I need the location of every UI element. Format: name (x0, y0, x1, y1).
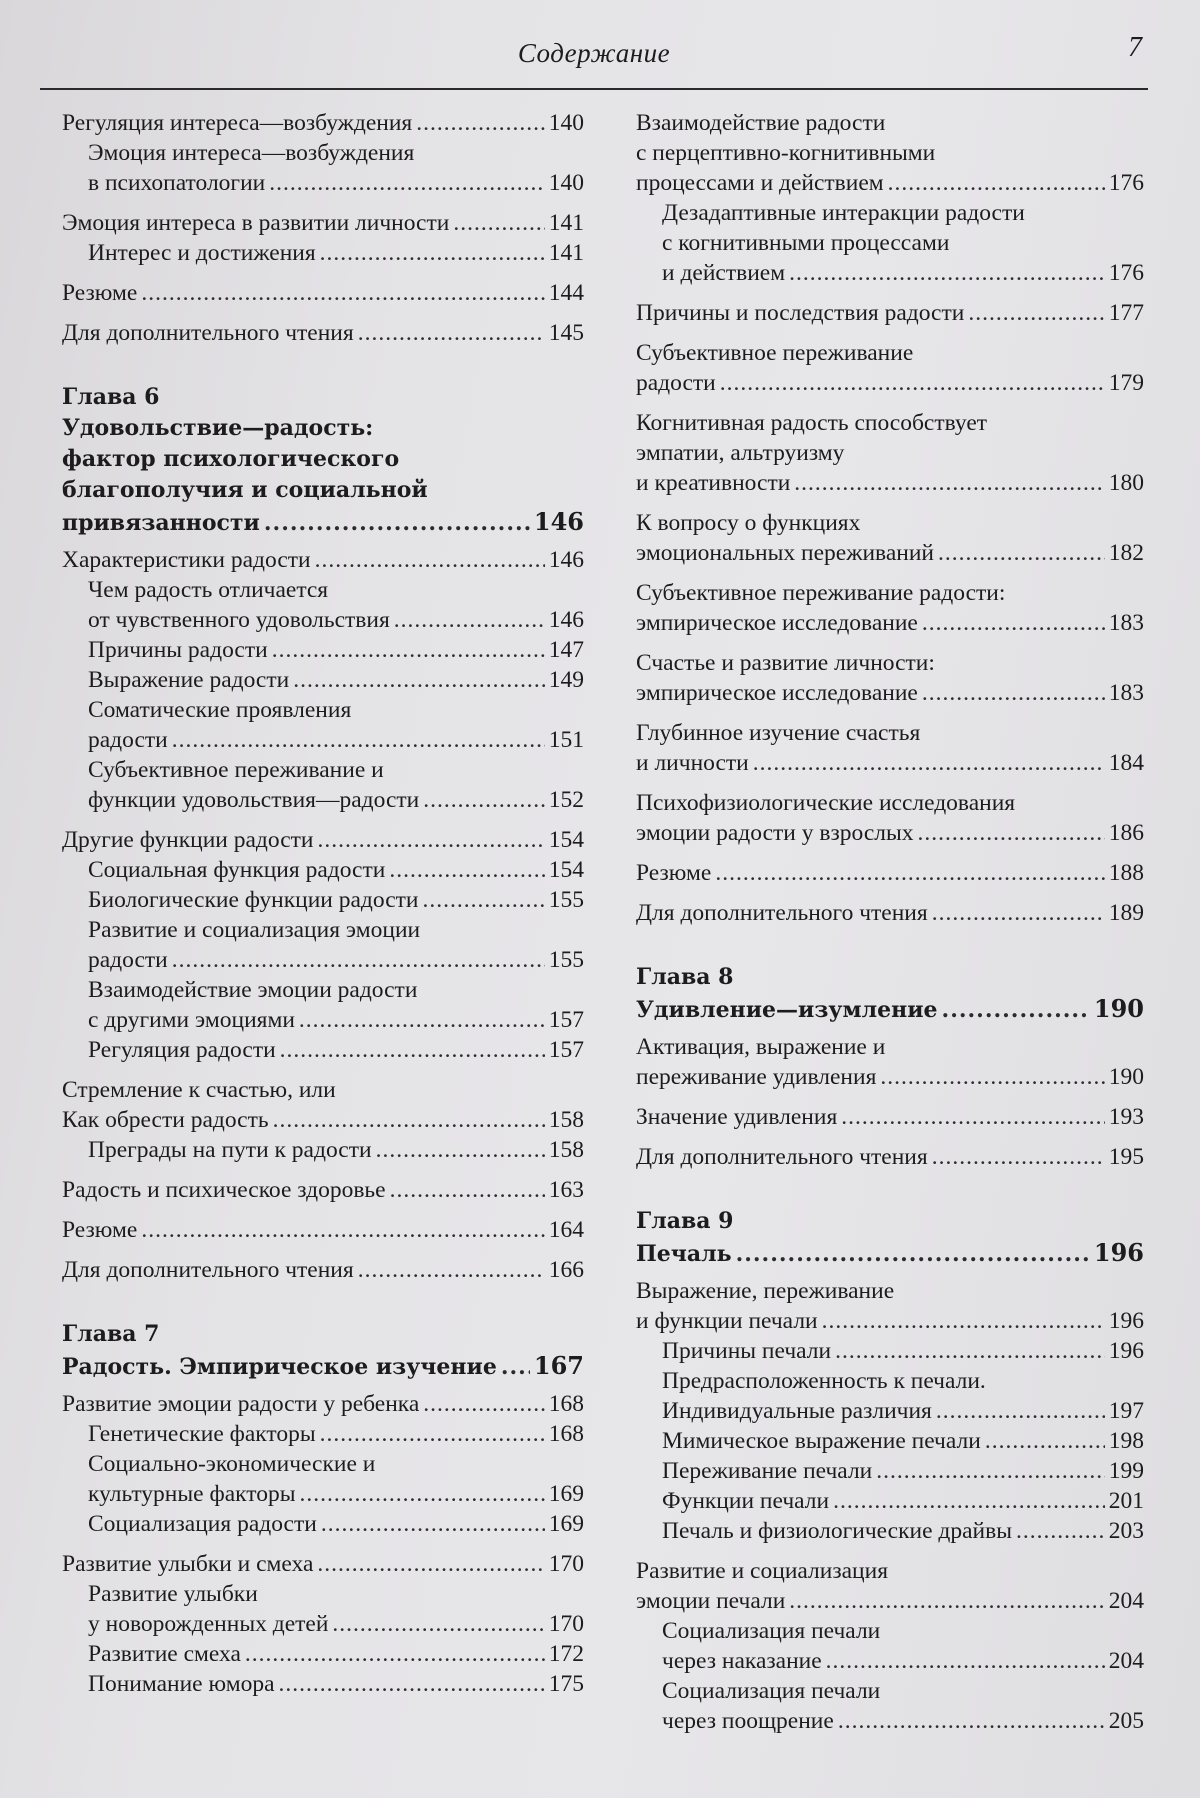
toc-entry (62, 138, 584, 198)
toc-entry (62, 278, 584, 308)
toc-entry-text: Субъективное переживание (636, 340, 914, 366)
dot-leader (280, 1035, 545, 1065)
running-title: Содержание (517, 38, 671, 68)
toc-entry (636, 858, 1144, 888)
dot-leader (423, 1389, 544, 1419)
toc-entry-text: эмоциональных переживаний (636, 540, 934, 566)
toc-entry (636, 1676, 1144, 1736)
toc-group (636, 1032, 1144, 1172)
dot-leader (317, 1549, 544, 1579)
toc-entry-text: Для дополнительного чтения (62, 320, 354, 346)
toc-page-number: 169 (548, 1511, 584, 1537)
toc-page-number: 170 (548, 1611, 584, 1637)
dot-leader (985, 1426, 1105, 1456)
dot-leader (932, 898, 1105, 928)
toc-entry-text: процессами и действием (636, 170, 884, 196)
dot-leader (320, 1419, 545, 1449)
toc-entry-text: Резюме (636, 860, 712, 886)
dot-leader (936, 1396, 1105, 1426)
toc-entry-text: Для дополнительного чтения (62, 1257, 354, 1283)
toc-page-number: 182 (1108, 540, 1144, 566)
toc-entry (636, 1032, 1144, 1092)
chapter-title-text: Удивление—изумление (636, 997, 938, 1023)
chapter-title (62, 1350, 584, 1383)
dot-leader (394, 605, 545, 635)
dot-leader (172, 945, 545, 975)
toc-entry (636, 788, 1144, 848)
toc-entry-text: от чувственного удовольствия (88, 607, 390, 633)
toc-page-number: 166 (548, 1257, 584, 1283)
toc-entry-text: у новорожденных детей (88, 1611, 329, 1637)
chapter-page-number: 146 (533, 507, 584, 536)
toc-entry-text: Глубинное изучение счастья (636, 720, 921, 746)
toc-page-number: 199 (1108, 1458, 1144, 1484)
toc-page-number: 184 (1108, 750, 1144, 776)
toc-entry (62, 1075, 584, 1135)
toc-group (62, 108, 584, 348)
toc-page-number: 168 (548, 1421, 584, 1447)
toc-entry (636, 1142, 1144, 1172)
toc-page-number: 146 (548, 547, 584, 573)
toc-entry (636, 718, 1144, 778)
toc-entry (62, 1175, 584, 1205)
dot-leader (273, 1105, 545, 1135)
toc-entry (62, 575, 584, 635)
dot-leader (423, 885, 545, 915)
toc-page-number: 180 (1108, 470, 1144, 496)
toc-entry (62, 975, 584, 1035)
chapter-title-text: Удовольствие—радость: (62, 415, 374, 441)
toc-entry-text: радости (88, 727, 168, 753)
toc-entry-text: и креативности (636, 470, 791, 496)
toc-page-number: 145 (548, 320, 584, 346)
chapter-heading (636, 962, 1144, 1026)
dot-leader (888, 168, 1105, 198)
dot-leader (876, 1456, 1105, 1486)
toc-entry (636, 408, 1144, 498)
toc-entry (62, 1389, 584, 1419)
toc-group (636, 108, 1144, 928)
dot-leader (272, 635, 545, 665)
toc-entry-text: Резюме (62, 1217, 138, 1243)
toc-entry-text: Развитие эмоции радости у ребенка (62, 1391, 420, 1417)
toc-page-number: 152 (548, 787, 584, 813)
toc-entry-text: и действием (662, 260, 786, 286)
chapter-heading (62, 382, 584, 539)
dot-leader (321, 1509, 545, 1539)
toc-entry-text: Для дополнительного чтения (636, 900, 928, 926)
toc-entry-text: Другие функции радости (62, 827, 314, 853)
toc-entry-text: радости (636, 370, 716, 396)
toc-entry-text: Радость и психическое здоровье (62, 1177, 386, 1203)
toc-entry (636, 898, 1144, 928)
toc-entry-text: Интерес и достижения (88, 240, 316, 266)
toc-entry (62, 1549, 584, 1579)
dot-leader (389, 855, 544, 885)
toc-page-number: 189 (1108, 900, 1144, 926)
toc-page-number: 140 (548, 170, 584, 196)
dot-leader (172, 725, 545, 755)
toc-entry-text: Социальная функция радости (88, 857, 386, 883)
toc-entry (636, 338, 1144, 398)
toc-entry-text: Генетические факторы (88, 1421, 316, 1447)
toc-entry-text: Эмоция интереса—возбуждения (88, 140, 415, 166)
dot-leader (245, 1639, 545, 1669)
toc-page-number: 176 (1108, 170, 1144, 196)
dot-leader (720, 368, 1105, 398)
toc-entry (636, 1456, 1144, 1486)
dot-leader (453, 208, 544, 238)
dot-leader (932, 1142, 1105, 1172)
toc-entry (636, 1336, 1144, 1366)
toc-entry-text: и личности (636, 750, 749, 776)
toc-page-number: 144 (548, 280, 584, 306)
toc-entry (62, 695, 584, 755)
toc-entry-text: Субъективное переживание радости: (636, 580, 1006, 606)
dot-leader (753, 748, 1105, 778)
dot-leader (299, 1005, 545, 1035)
toc-page-number: 204 (1108, 1648, 1144, 1674)
toc-entry-text: Эмоция интереса в развитии личности (62, 210, 450, 236)
toc-entry-text: Мимическое выражение печали (662, 1428, 981, 1454)
toc-entry-text: с другими эмоциями (88, 1007, 295, 1033)
toc-page-number: 151 (548, 727, 584, 753)
toc-entry-text: Выражение радости (88, 667, 290, 693)
toc-entry-text: Активация, выражение и (636, 1034, 886, 1060)
dot-leader (279, 1669, 545, 1699)
chapter-heading (62, 1319, 584, 1383)
toc-page-number: 186 (1108, 820, 1144, 846)
toc-entry-text: через наказание (662, 1648, 822, 1674)
toc-entry-text: Переживание печали (662, 1458, 873, 1484)
toc-page-number: 170 (548, 1551, 584, 1577)
toc-entry-text: Дезадаптивные интеракции радости (662, 200, 1025, 226)
toc-entry-text: эмоции радости у взрослых (636, 820, 914, 846)
toc-page-number: 163 (548, 1177, 584, 1203)
dot-leader (968, 298, 1104, 328)
toc-entry-text: Как обрести радость (62, 1107, 269, 1133)
toc-entry-text: Печаль и физиологические драйвы (662, 1518, 1012, 1544)
toc-entry-text: Соматические проявления (88, 697, 352, 723)
toc-entry-text: Счастье и развитие личности: (636, 650, 935, 676)
toc-entry (62, 915, 584, 975)
toc-entry (636, 1366, 1144, 1426)
toc-group (636, 1276, 1144, 1736)
toc-column-left (62, 108, 584, 1699)
toc-page-number: 164 (548, 1217, 584, 1243)
chapter-number: Глава 9 (636, 1208, 734, 1234)
chapter-title-text: Радость. Эмпирическое изучение (62, 1354, 497, 1380)
dot-leader (264, 508, 530, 539)
toc-entry (62, 1255, 584, 1285)
toc-entry (636, 1516, 1144, 1546)
toc-entry-text: переживание удивления (636, 1064, 877, 1090)
toc-page-number: 147 (548, 637, 584, 663)
toc-entry-text: эмпатии, альтруизму (636, 440, 845, 466)
toc-page-number: 204 (1108, 1588, 1144, 1614)
toc-entry (62, 108, 584, 138)
toc-entry (62, 318, 584, 348)
toc-entry-text: эмпирическое исследование (636, 680, 918, 706)
dot-leader (501, 1352, 530, 1383)
toc-entry (636, 108, 1144, 198)
toc-page-number: 183 (1108, 680, 1144, 706)
dot-leader (938, 538, 1105, 568)
toc-entry-text: Взаимодействие радости (636, 110, 886, 136)
toc-page-number: 141 (548, 210, 584, 236)
toc-entry-text: в психопатологии (88, 170, 266, 196)
toc-entry (636, 1426, 1144, 1456)
toc-page-number: 188 (1108, 860, 1144, 886)
chapter-page-number: 196 (1093, 1238, 1144, 1267)
toc-entry-text: Социализация печали (662, 1678, 881, 1704)
toc-entry-text: Психофизиологические исследования (636, 790, 1016, 816)
toc-page-number: 198 (1108, 1428, 1144, 1454)
toc-entry (62, 885, 584, 915)
toc-page-number: 196 (1108, 1338, 1144, 1364)
toc-group (62, 1389, 584, 1699)
dot-leader (942, 995, 1090, 1026)
toc-entry (62, 855, 584, 885)
toc-page-number: 193 (1108, 1104, 1144, 1130)
toc-entry-text: Развитие улыбки и смеха (62, 1551, 314, 1577)
chapter-number: Глава 7 (62, 1321, 160, 1347)
dot-leader (715, 858, 1104, 888)
toc-entry-text: функции удовольствия—радости (88, 787, 420, 813)
toc-entry-text: Выражение, переживание (636, 1278, 895, 1304)
toc-entry-text: культурные факторы (88, 1481, 296, 1507)
dot-leader (317, 825, 544, 855)
dot-leader (794, 468, 1104, 498)
toc-group (62, 545, 584, 1285)
toc-entry-text: Предрасположенность к печали. (662, 1368, 986, 1394)
toc-entry (62, 755, 584, 815)
toc-entry-text: Причины и последствия радости (636, 300, 965, 326)
toc-entry (62, 635, 584, 665)
page-number: 7 (1128, 32, 1142, 63)
dot-leader (1016, 1516, 1105, 1546)
toc-entry-text: Резюме (62, 280, 138, 306)
dot-leader (789, 258, 1105, 288)
toc-page-number: 146 (548, 607, 584, 633)
toc-entry-text: с когнитивными процессами (662, 230, 950, 256)
toc-entry-text: Когнитивная радость способствует (636, 410, 988, 436)
toc-page-number: 149 (548, 667, 584, 693)
dot-leader (358, 318, 545, 348)
dot-leader (880, 1062, 1104, 1092)
dot-leader (141, 1215, 544, 1245)
toc-entry (636, 578, 1144, 638)
toc-entry-text: Взаимодействие эмоции радости (88, 977, 418, 1003)
dot-leader (841, 1102, 1104, 1132)
toc-entry (636, 198, 1144, 288)
toc-entry (636, 648, 1144, 708)
dot-leader (789, 1586, 1104, 1616)
toc-entry-text: Социализация печали (662, 1618, 881, 1644)
toc-entry (636, 1276, 1144, 1336)
toc-page-number: 169 (548, 1481, 584, 1507)
chapter-title (636, 1237, 1144, 1270)
toc-entry (62, 1035, 584, 1065)
toc-column-right (636, 108, 1144, 1736)
dot-leader (822, 1306, 1105, 1336)
toc-entry (636, 1556, 1144, 1616)
dot-leader (416, 108, 545, 138)
toc-entry (62, 1449, 584, 1509)
dot-leader (835, 1336, 1105, 1366)
chapter-page-number: 167 (533, 1351, 584, 1380)
dot-leader (376, 1135, 545, 1165)
toc-entry (636, 1616, 1144, 1676)
toc-entry-text: эмоции печали (636, 1588, 786, 1614)
toc-entry-text: Субъективное переживание и (88, 757, 384, 783)
chapter-title-text: фактор психологического (62, 446, 400, 472)
chapter-heading (636, 1206, 1144, 1270)
toc-page-number: 155 (548, 887, 584, 913)
toc-page-number: 168 (548, 1391, 584, 1417)
dot-leader (390, 1175, 545, 1205)
toc-page-number: 203 (1108, 1518, 1144, 1544)
dot-leader (320, 238, 545, 268)
toc-entry (62, 238, 584, 268)
toc-entry-text: радости (88, 947, 168, 973)
toc-page-number: 175 (548, 1671, 584, 1697)
dot-leader (922, 608, 1105, 638)
toc-entry (62, 1135, 584, 1165)
toc-page-number: 155 (548, 947, 584, 973)
toc-page-number: 154 (548, 857, 584, 883)
dot-leader (358, 1255, 545, 1285)
chapter-title-text: благополучия и социальной (62, 477, 428, 503)
toc-entry-text: Развитие и социализация (636, 1558, 889, 1584)
toc-entry-text: Для дополнительного чтения (636, 1144, 928, 1170)
toc-entry-text: Развитие смеха (88, 1641, 241, 1667)
toc-entry (62, 1419, 584, 1449)
toc-entry-text: Характеристики радости (62, 547, 311, 573)
toc-page-number: 154 (548, 827, 584, 853)
toc-page-number: 158 (548, 1107, 584, 1133)
toc-entry-text: Чем радость отличается (88, 577, 329, 603)
dot-leader (300, 1479, 545, 1509)
toc-entry (62, 825, 584, 855)
toc-entry (636, 508, 1144, 568)
toc-entry-text: Биологические функции радости (88, 887, 419, 913)
chapter-title-text: Печаль (636, 1241, 732, 1267)
toc-entry-text: Социально-экономические и (88, 1451, 376, 1477)
toc-entry-text: Развитие и социализация эмоции (88, 917, 421, 943)
toc-entry-text: Стремление к счастью, или (62, 1077, 336, 1103)
toc-page-number: 177 (1108, 300, 1144, 326)
toc-entry-text: Понимание юмора (88, 1671, 275, 1697)
toc-entry (62, 1215, 584, 1245)
dot-leader (315, 545, 545, 575)
toc-entry (62, 1669, 584, 1699)
chapter-title-text: привязанности (62, 510, 260, 536)
toc-page-number: 141 (548, 240, 584, 266)
dot-leader (833, 1486, 1105, 1516)
toc-page-number: 140 (548, 110, 584, 136)
toc-page-number: 197 (1108, 1398, 1144, 1424)
toc-entry (636, 1102, 1144, 1132)
dot-leader (838, 1706, 1105, 1736)
dot-leader (141, 278, 544, 308)
dot-leader (918, 818, 1105, 848)
dot-leader (736, 1239, 1090, 1270)
dot-leader (293, 665, 545, 695)
dot-leader (269, 168, 545, 198)
toc-entry-text: через поощрение (662, 1708, 834, 1734)
toc-entry-text: Преграды на пути к радости (88, 1137, 372, 1163)
dot-leader (826, 1646, 1105, 1676)
dot-leader (332, 1609, 544, 1639)
toc-entry-text: Функции печали (662, 1488, 830, 1514)
toc-page-number: 157 (548, 1037, 584, 1063)
toc-entry-text: Причины печали (662, 1338, 832, 1364)
toc-entry-text: Социализация радости (88, 1511, 317, 1537)
dot-leader (922, 678, 1105, 708)
chapter-number: Глава 6 (62, 384, 160, 410)
toc-entry (636, 298, 1144, 328)
toc-entry-text: Индивидуальные различия (662, 1398, 932, 1424)
toc-page-number: 179 (1108, 370, 1144, 396)
toc-page-number: 158 (548, 1137, 584, 1163)
toc-page-number: 157 (548, 1007, 584, 1033)
toc-entry (62, 545, 584, 575)
toc-page-number: 176 (1108, 260, 1144, 286)
toc-entry-text: К вопросу о функциях (636, 510, 861, 536)
toc-entry-text: эмпирическое исследование (636, 610, 918, 636)
chapter-title (636, 993, 1144, 1026)
toc-page-number: 201 (1108, 1488, 1144, 1514)
toc-page-number: 183 (1108, 610, 1144, 636)
toc-entry (62, 208, 584, 238)
toc-page-number: 196 (1108, 1308, 1144, 1334)
toc-page-number: 190 (1108, 1064, 1144, 1090)
toc-entry (62, 1579, 584, 1639)
toc-entry-text: Развитие улыбки (88, 1581, 258, 1607)
toc-entry-text: Причины радости (88, 637, 268, 663)
chapter-title (62, 413, 584, 539)
toc-page-number: 172 (548, 1641, 584, 1667)
toc-entry-text: Значение удивления (636, 1104, 838, 1130)
toc-entry (62, 665, 584, 695)
toc-entry (636, 1486, 1144, 1516)
toc-entry (62, 1639, 584, 1669)
running-header (40, 26, 1148, 90)
chapter-page-number: 190 (1093, 994, 1144, 1023)
toc-page-number: 205 (1108, 1708, 1144, 1734)
toc-entry (62, 1509, 584, 1539)
dot-leader (423, 785, 545, 815)
toc-entry-text: Регуляция интереса—возбуждения (62, 110, 413, 136)
toc-entry-text: с перцептивно-когнитивными (636, 140, 936, 166)
toc-entry-text: Регуляция радости (88, 1037, 276, 1063)
toc-page-number: 195 (1108, 1144, 1144, 1170)
toc-entry-text: и функции печали (636, 1308, 818, 1334)
chapter-number: Глава 8 (636, 964, 734, 990)
